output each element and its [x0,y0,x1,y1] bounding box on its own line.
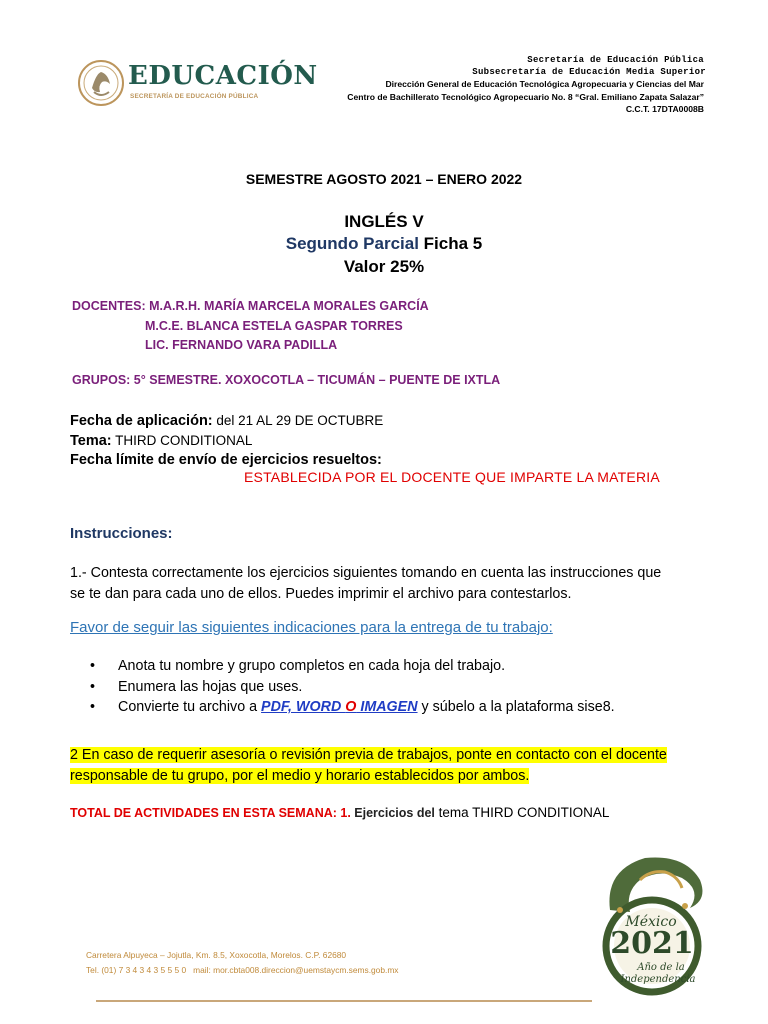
list-item [90,697,615,718]
header-line-4: Centro de Bachillerato Tecnológico Agropecuario No. 8 “Gral. Emiliano Zapata Salazar” [347,91,704,102]
delivery-heading: Favor de seguir las siguientes indicaciones para la entrega de tu trabajo: [70,619,553,636]
emblem-text-2: 2021 [610,926,694,961]
o-text: O [345,699,357,715]
valor-label: Valor 25% [343,257,425,276]
ficha-label: Ficha 5 [418,234,483,253]
fecha-aplicacion-label: Fecha de aplicación: [70,413,213,429]
header-line-3: Dirección General de Educación Tecnológica Agropecuaria y Ciencias del Mar [385,79,704,90]
imagen-text: IMAGEN [356,699,418,715]
instructions-title: Instrucciones: [70,525,173,542]
format-link[interactable] [261,699,418,715]
institution-header [347,54,704,115]
advice-note [70,745,667,786]
total-tema: tema THIRD CONDITIONAL [434,805,610,820]
advice-line-a: 2 En caso de requerir asesoría o revisión previa de trabajos, ponte en contacto con el docente [70,747,667,763]
instruction-1-line-b: se te dan para cada uno de ellos. Puedes imprimir el archivo para contestarlos. [70,585,572,602]
bullet-3-prefix: Convierte tu archivo a [118,699,262,715]
tema-label: Tema: [70,433,112,449]
instruction-1 [70,563,730,604]
groups-line: GRUPOS: 5° SEMESTRE. XOXOCOTLA – TICUMÁN – PUENTE DE IXTLA [72,373,501,387]
teachers-label: DOCENTES: [72,299,150,313]
footer-divider [96,1000,592,1002]
parcial-line [0,234,768,254]
teacher-name: M.C.E. BLANCA ESTELA GASPAR TORRES [145,318,403,333]
teacher-name: M.A.R.H. MARÍA MARCELA MORALES GARCÍA [149,299,429,313]
list-item: • Enumera las hojas que uses. [90,677,615,698]
logo-subtitle: SECRETARÍA DE EDUCACIÓN PÚBLICA [130,93,259,100]
fecha-limite-value: ESTABLECIDA POR EL DOCENTE QUE IMPARTE LA MATERIA [244,469,660,485]
fecha-aplicacion-value: del 21 AL 29 DE OCTUBRE [212,413,384,428]
header-line-5: C.C.T. 17DTA0008B [625,103,704,114]
fecha-limite-label: Fecha límite de envío de ejercicios resueltos: [70,452,382,468]
instruction-1-line-a: 1.- Contesta correctamente los ejercicios siguientes tomando en cuenta las instrucciones que [70,565,662,581]
sep-logo [78,58,318,108]
total-activities [70,805,609,820]
total-label: TOTAL DE ACTIVIDADES EN ESTA SEMANA: 1. [70,806,351,820]
coat-of-arms-icon [78,58,124,108]
footer-phone: Tel. (01) 7 3 4 3 4 3 5 5 5 0 [86,965,187,975]
delivery-list [90,656,615,718]
emblem-text-1: México [625,914,677,930]
emblem-text-4: Independencia [620,974,696,985]
meta-block [70,411,383,470]
list-item: • Anota tu nombre y grupo completos en cada hoja del trabajo. [90,656,615,677]
pdf-word-text: PDF, WORD [261,699,346,715]
footer-address: Carretera Alpuyeca – Jojutla, Km. 8.5, Xoxocotla, Morelos. C.P. 62680 [86,950,347,960]
advice-line-b: responsable de tu grupo, por el medio y horario establecidos por ambos. [70,767,530,784]
total-ejercicios: Ejercicios del [350,806,435,820]
logo-word: EDUCACIÓN [128,61,318,91]
header-line-1: Secretaría de Educación Pública [527,55,704,65]
header-line-2: Subsecretaría de Educación Media Superior [472,67,706,78]
footer-contact [86,965,398,975]
subject-title: INGLÉS V [344,212,424,231]
tema-value: THIRD CONDITIONAL [111,433,253,448]
footer-mail: mail: mor.cbta008.direccion@uemstaycm.sems.gob.mx [193,965,399,975]
parcial-label: Segundo Parcial [285,234,419,253]
teacher-name: LIC. FERNANDO VARA PADILLA [145,338,338,352]
emblem-text-3: Año de la [637,962,685,973]
semester-title: SEMESTRE AGOSTO 2021 – ENERO 2022 [245,171,523,187]
bullet-3-suffix: y súbelo a la plataforma sise8. [417,699,615,715]
mexico-2021-emblem [590,850,715,1000]
teachers-block [72,297,429,356]
